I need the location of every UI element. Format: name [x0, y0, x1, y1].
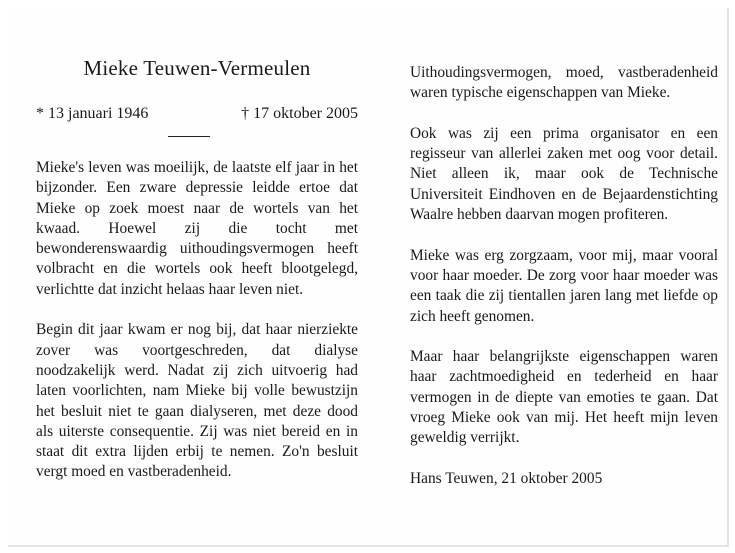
paragraph: Mieke's leven was moeilijk, de laatste elf jaar in het bijzonder. Een zware depressie leidde ertoe dat Mieke op zoek moest naar de wortels van het kwaad. Hoewel zij die tocht met bewonderenswaardig uithoudingsvermogen heeft volbracht en die wortels ook heeft blootgelegd, verlichtte dat inzicht helaas haar leven niet. — [36, 159, 358, 298]
paragraph: Uithoudingsvermogen, moed, vastberadenheid waren typische eigenschappen van Mieke. — [410, 64, 718, 102]
deceased-name: Mieke Teuwen-Vermeulen — [83, 56, 311, 80]
paragraph: Mieke was erg zorgzaam, voor mij, maar vooral voor haar moeder. De zorg voor haar moeder was een taak die zij tientallen jaren lang met liefde op zich heeft genomen. — [410, 246, 718, 325]
death-date: † 17 oktober 2005 — [241, 105, 358, 122]
paragraph: Begin dit jaar kwam er nog bij, dat haar nierziekte zover was voortgeschreden, dat dialyse noodzakelijk werd. Nadat zij zich uitvoerig had laten voorlichten, nam Mieke bij volle bewustzijn het besluit niet te gaan dialyseren, met deze dood als uiterste consequentie. Zij was niet bereid en in staat dit extra lijden erbij te nemen. Zo'n besluit vergt moed en vastberadenheid. — [36, 321, 358, 481]
paragraph: Ook was zij een prima organisator en een regisseur van allerlei zaken met oog voor detail. Niet alleen ik, maar ook de Technische Universiteit Eindhoven en de Bejaardenstichting Waalre hebben daarvan mogen profiteren. — [410, 124, 718, 224]
right-column — [410, 63, 718, 510]
birth-date: * 13 januari 1946 — [36, 105, 149, 122]
left-body-text — [36, 158, 358, 503]
signature: Hans Teuwen, 21 oktober 2005 — [410, 469, 603, 487]
paragraph: Maar haar belangrijkste eigenschappen waren haar zachtmoedigheid en tederheid en haar vermogen in de diepte van emoties te gaan. Dat vroeg Mieke ook van mij. Het heeft mijn leven geweldig verrijkt. — [410, 348, 718, 447]
memorial-card — [8, 8, 729, 547]
divider-rule — [168, 136, 210, 137]
